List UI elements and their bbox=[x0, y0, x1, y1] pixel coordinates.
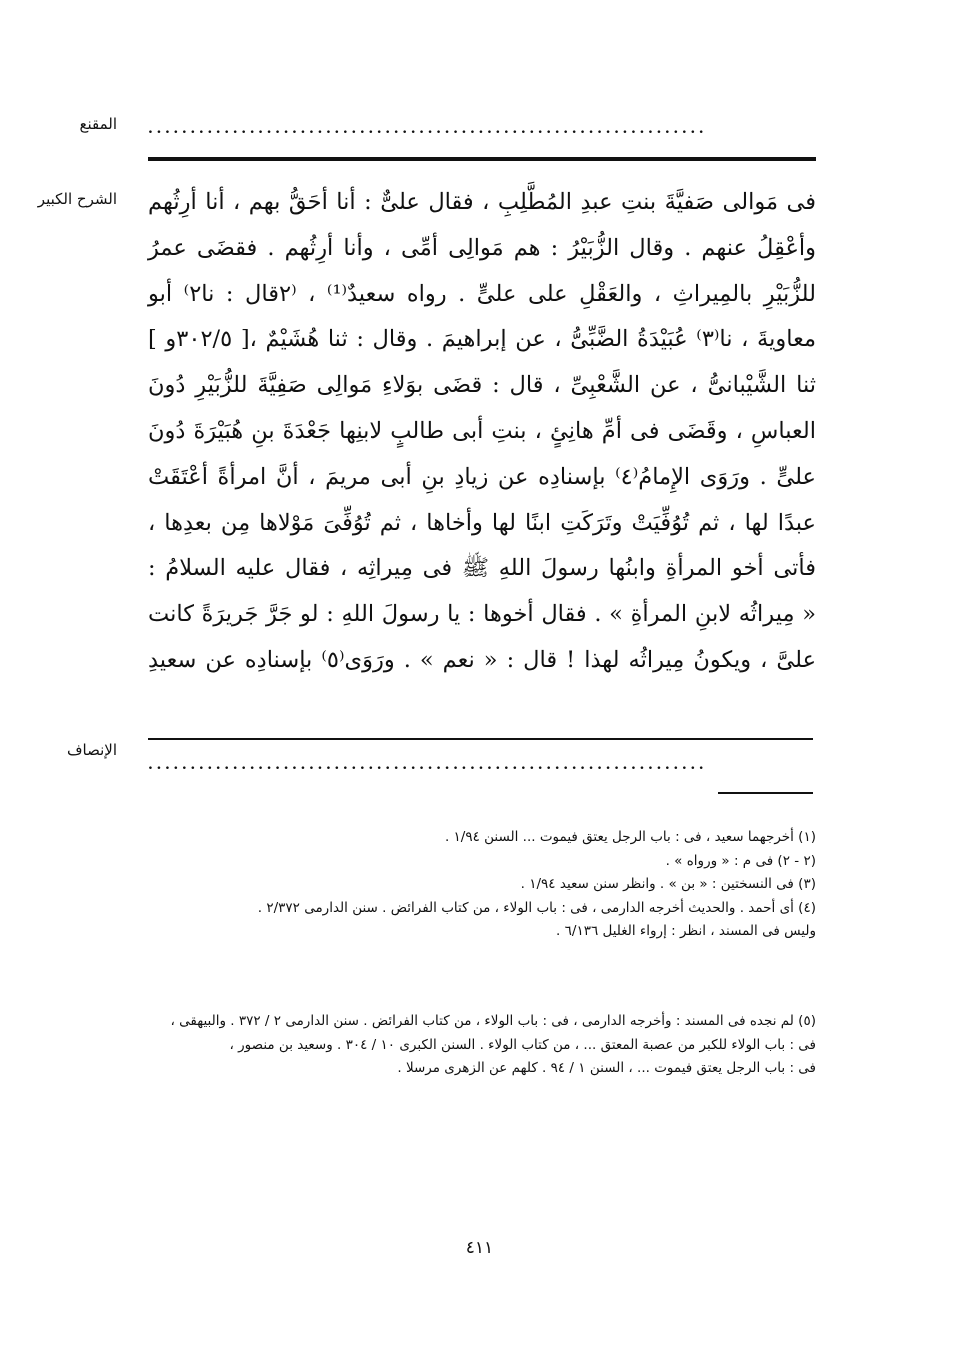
body-bottom-rule bbox=[148, 738, 813, 740]
body-line: وأعْقِلُ عنهم . وقال الزُّبَيْرُ : هم مَوالِى أمِّى ، وأنا أرِثُهم . فقضَى عمرُ bbox=[148, 234, 816, 261]
insaf-dotted-line: .................................................................. bbox=[148, 758, 708, 772]
margin-label-muqni: المقنع bbox=[79, 115, 117, 133]
footnote: (٥) لم نجده فى المسند : وأخرجه الدارمى ، فى : باب الولاء ، من كتاب الفرائض . سنن الدارمى ٢ / ٣٧٢ . والبيهقى ، bbox=[170, 1013, 816, 1029]
footnote: فى : باب الولاء للكبر من عصبة المعتق ... ، من كتاب الولاء . السنن الكبرى ١٠ / ٣٠٤ . وسعيد بن منصور ، bbox=[229, 1036, 816, 1053]
body-line: علىَّ ، ويكونُ مِيراثُه لهذا ! قال : « نعم » . ورَوَى⁽٥⁾ بإسنادِه عن سعيدِ bbox=[148, 646, 816, 673]
body-line: فأتى أخو المرأةِ وابنُها رسولَ اللهِ ﷺ فى مِيراثِه ، فقال عليه السلامُ : bbox=[148, 555, 816, 582]
body-line: العباسِ ، وقَضَى فى أمِّ هانِئٍ ، بنتِ أبى طالبٍ لابنِها جَعْدَةَ بنِ هُبَيْرَةَ دُونَ bbox=[148, 417, 816, 444]
footnote-separator bbox=[718, 792, 813, 794]
footnote: فى : باب الرجل يعتق فيموت ... ، السنن ١ / ٩٤ . كلهم عن الزهرى مرسلا . bbox=[397, 1060, 816, 1076]
footnotes-group-2 bbox=[148, 1010, 816, 1081]
sharh-body-text bbox=[148, 180, 816, 684]
footnote: (٣) فى النسختين : « بن » . وانظر سنن سعيد ١/٩٤ . bbox=[520, 876, 816, 892]
body-line: فى مَوالى صَفيَّةَ بنتِ عبدِ المُطَّلِبِ ، فقال علىٌّ : أنا أحَقُّ بهم ، أنا أرِثُهم bbox=[148, 189, 816, 215]
body-line: معاويةَ ، نا⁽٣⁾ عُبَيْدَةُ الضَّبِّىُّ ، عن إبراهيمَ . وقال : ثنا هُشَيْمٌ ،[ ٣٠٢/٥و ] bbox=[148, 326, 817, 353]
body-line: للزُّبَيْرِ بالمِيراثِ ، والعَقْلِ على علىٍّ . رواه سعيدٌ⁽¹⁾ ، ⁽٢قال : نا٢⁾ أبو bbox=[148, 280, 816, 307]
body-line: ثنا الشَّيْبانىُّ ، عن الشَّعْبِىِّ ، قال : قضَى بوَلاءِ مَوالِى صَفِيَّةَ للزُّبَيْرِ دُونَ bbox=[148, 372, 816, 399]
footnotes-group-1 bbox=[148, 826, 816, 944]
margin-label-sharh-kabir: الشرح الكبير bbox=[37, 190, 117, 208]
footnote: وليس فى المسند ، انظر : إرواء الغليل ٦/١٣٦ . bbox=[556, 923, 816, 939]
margin-label-insaf: الإنصاف bbox=[66, 741, 117, 759]
top-heavy-rule bbox=[148, 157, 816, 161]
body-line: علىٍّ . ورَوَى الإِمامُ⁽٤⁾ بإسنادِه عن زيادِ بنِ أبى مريمَ ، أنَّ امرأةً أعْتَقَتْ bbox=[148, 463, 816, 490]
footnote: (٢ - ٢) فى م : « ورواه » . bbox=[665, 852, 816, 869]
body-line: عبدًا لها ، ثم تُوُفِّيَتْ وتَرَكَتِ ابنًا لها وأخاها ، ثم تُوُفِّىَ مَوْلاها مِن بعدِها ، bbox=[148, 509, 816, 536]
footnote: (٤) أى أحمد . والحديث أخرجه الدارمى ، فى : باب الولاء ، من كتاب الفرائض . سنن الدارمى ٢/٣٧٢ . bbox=[257, 899, 816, 916]
muqni-dotted-line: .................................................................. bbox=[148, 122, 708, 136]
page-number: ٤١١ bbox=[465, 1238, 494, 1258]
body-line: « مِيراثُه لابنِ المرأةِ » . فقال أخوها : يا رسولَ اللهِ : لو جَرَّ جَريرَةً كانت bbox=[148, 601, 816, 628]
footnote: (١) أخرجهما سعيد ، فى : باب الرجل يعتق فيموت ... السنن ١/٩٤ . bbox=[444, 829, 816, 845]
